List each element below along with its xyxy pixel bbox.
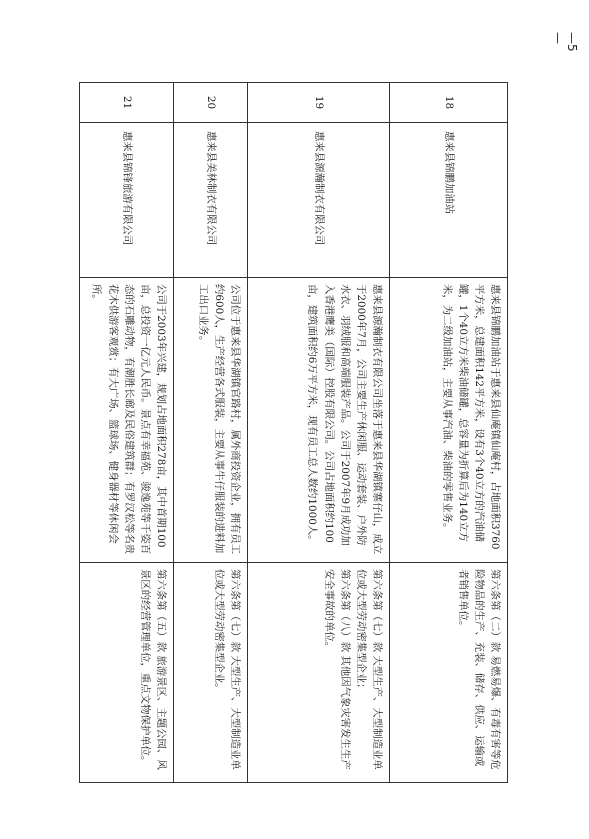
basis-line: 第六条第（八）款 其他因气象灾害发生生产安全事故的单位。 (322, 569, 351, 770)
basis-line: 第六条第（七）款 大型生产、大型制造业单位或大型劳动密集型企业； (354, 569, 383, 770)
regulation-basis (80, 563, 174, 783)
unit-name: 惠来县源瀚制衣有限公司 (248, 123, 390, 278)
table-stage (80, 82, 508, 782)
row-number: 19 (248, 83, 390, 123)
row-number: 21 (80, 83, 174, 123)
regulation-basis (390, 563, 508, 783)
table-row (248, 83, 390, 783)
table-row (390, 83, 508, 783)
unit-info: 惠来县锦鹏加油站于惠来县仙庵镇仙庵村，占地面积3760平方米，总建面积142平方米，设有3个40立方的汽油储罐，1个40立方米柴油储罐，总容量为折算后为140立方米，为二级加油站，主要从事汽油、柴油的零售业务。 (390, 278, 508, 563)
regulation-basis (174, 563, 248, 783)
unit-name: 惠来县美林制衣有限公司 (174, 123, 248, 278)
basis-line: 第六条第（二）款 易燃易爆、有毒有害等危险物品的生产、充装、储存、供应、运输或者销售单位。 (456, 569, 501, 770)
row-number: 20 (174, 83, 248, 123)
unit-name: 惠来县锦鹏加油站 (390, 123, 508, 278)
basis-line: 第六条第（七）款 大型生产、大型制造业单位或大型劳动密集型企业。 (212, 569, 241, 770)
basis-line: 第六条第（五）款 旅游景区、主题公园、风景区的经营管理单位，重点文物保护单位。 (138, 569, 167, 770)
regulation-basis (248, 563, 390, 783)
unit-info: 公司于2003年兴建，规划占地面积278亩，其中首期100亩，总投资一亿元人民币。景点有幸福苑、骏逸苑等千姿百态的石雕动物，有潮胜长廊及民俗建筑群；有罗汉松等名贵花木供游客观赏；有大广场、篮球场、健身器材等休闲会所。 (80, 278, 174, 563)
rotated-table-wrapper (80, 82, 508, 782)
row-number: 18 (390, 83, 508, 123)
page-number: —5— (551, 32, 579, 52)
table-row (80, 83, 174, 783)
unit-info: 惠来县源瀚制衣有限公司坐落于惠来县华湖镇寨仔山，成立于2000年7月，公司主要生产休闲服、运动套装、户外防水衣、羽绒服和高端服装产品。公司于2007年9月成功加入香港鹰美（国际）控股有限公司。公司占地面积约100亩，建筑面积约6万平方米，现有员工总人数约1000人。 (248, 278, 390, 563)
unit-name: 惠来县锦锋旅游有限公司 (80, 123, 174, 278)
table-row (174, 83, 248, 783)
unit-list-table (79, 82, 508, 783)
unit-info: 公司位于惠来县华湖镇官路村，属外商投资企业，拥有员工约600人，生产经营各式服装，主要从事牛仔服装的进料加工出口业务。 (174, 278, 248, 563)
